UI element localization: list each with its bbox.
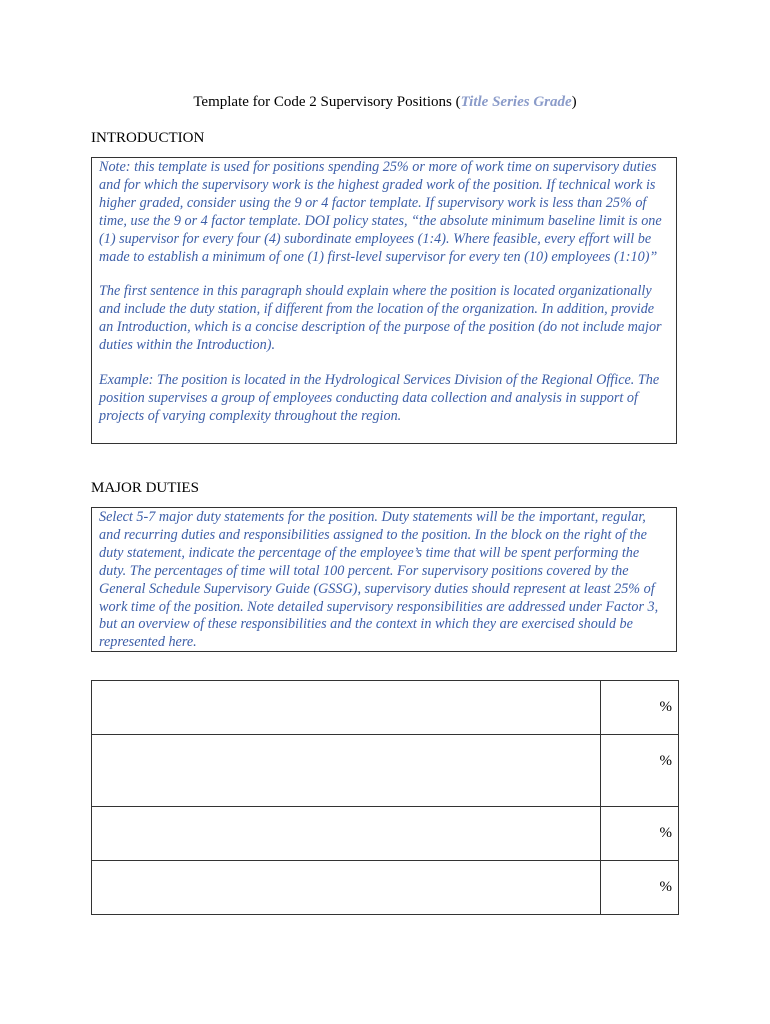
duty-row bbox=[92, 861, 679, 915]
duty-description-cell[interactable] bbox=[92, 861, 601, 915]
title-suffix: ) bbox=[571, 94, 577, 110]
major-duties-instructions: Select 5-7 major duty statements for the position. Duty statements will be the important, regular, and recurring duties and responsibilities assigned to the position. In the block on the right of the duty statement, indicate the percentage of the employee’s time that will be spent performing the duty. The percentages of time will total 100 percent. For supervisory positions covered by the General Schedule Supervisory Guide (GSSG), supervisory duties should represent at least 25% of work time of the position. Note detailed supervisory responsibilities are addressed under Factor 3, but an overview of these responsibilities and the context in which they are exercised should be represented here. bbox=[99, 509, 659, 651]
duty-row bbox=[92, 807, 679, 861]
introduction-note-box[interactable] bbox=[91, 157, 677, 444]
duty-percent-cell[interactable]: % bbox=[601, 735, 679, 807]
major-duties-heading: MAJOR DUTIES bbox=[91, 480, 199, 496]
duty-description-cell[interactable] bbox=[92, 807, 601, 861]
duty-table bbox=[91, 680, 679, 915]
introduction-note-paragraph: Note: this template is used for positions spending 25% or more of work time on supervisory duties and for which the supervisory work is the highest graded work of the position. If technical work is higher graded, consider using the 9 or 4 factor template. If supervisory work is less than 25% of time, use the 9 or 4 factor template. DOI policy states, “the absolute minimum baseline limit is one (1) supervisor for every four (4) subordinate employees (1:4). Where feasible, every effort will be made to establish a minimum of one (1) first-level supervisor for every ten (10) employees (1:10)” bbox=[99, 159, 662, 265]
introduction-example-paragraph: Example: The position is located in the Hydrological Services Division of the Regional Office. The position supervises a group of employees conducting data collection and analysis in support of projects of varying complexity throughout the region. bbox=[99, 372, 660, 424]
introduction-heading: INTRODUCTION bbox=[91, 130, 205, 146]
introduction-guidance-paragraph: The first sentence in this paragraph should explain where the position is located organizationally and include the duty station, if different from the location of the organization. In addition, provide an Introduction, which is a concise description of the purpose of the position (do not include major duties within the Introduction). bbox=[99, 283, 662, 354]
duty-row bbox=[92, 735, 679, 807]
duty-percent-cell[interactable]: % bbox=[601, 861, 679, 915]
duty-percent-cell[interactable]: % bbox=[601, 681, 679, 735]
duty-row bbox=[92, 681, 679, 735]
major-duties-instructions-box[interactable] bbox=[91, 507, 677, 652]
duty-percent-cell[interactable]: % bbox=[601, 807, 679, 861]
duty-description-cell[interactable] bbox=[92, 735, 601, 807]
duty-description-cell[interactable] bbox=[92, 681, 601, 735]
title-prefix: Template for Code 2 Supervisory Positions ( bbox=[193, 94, 461, 110]
title-placeholder[interactable]: Title Series Grade bbox=[460, 94, 572, 110]
document-title bbox=[0, 94, 770, 111]
